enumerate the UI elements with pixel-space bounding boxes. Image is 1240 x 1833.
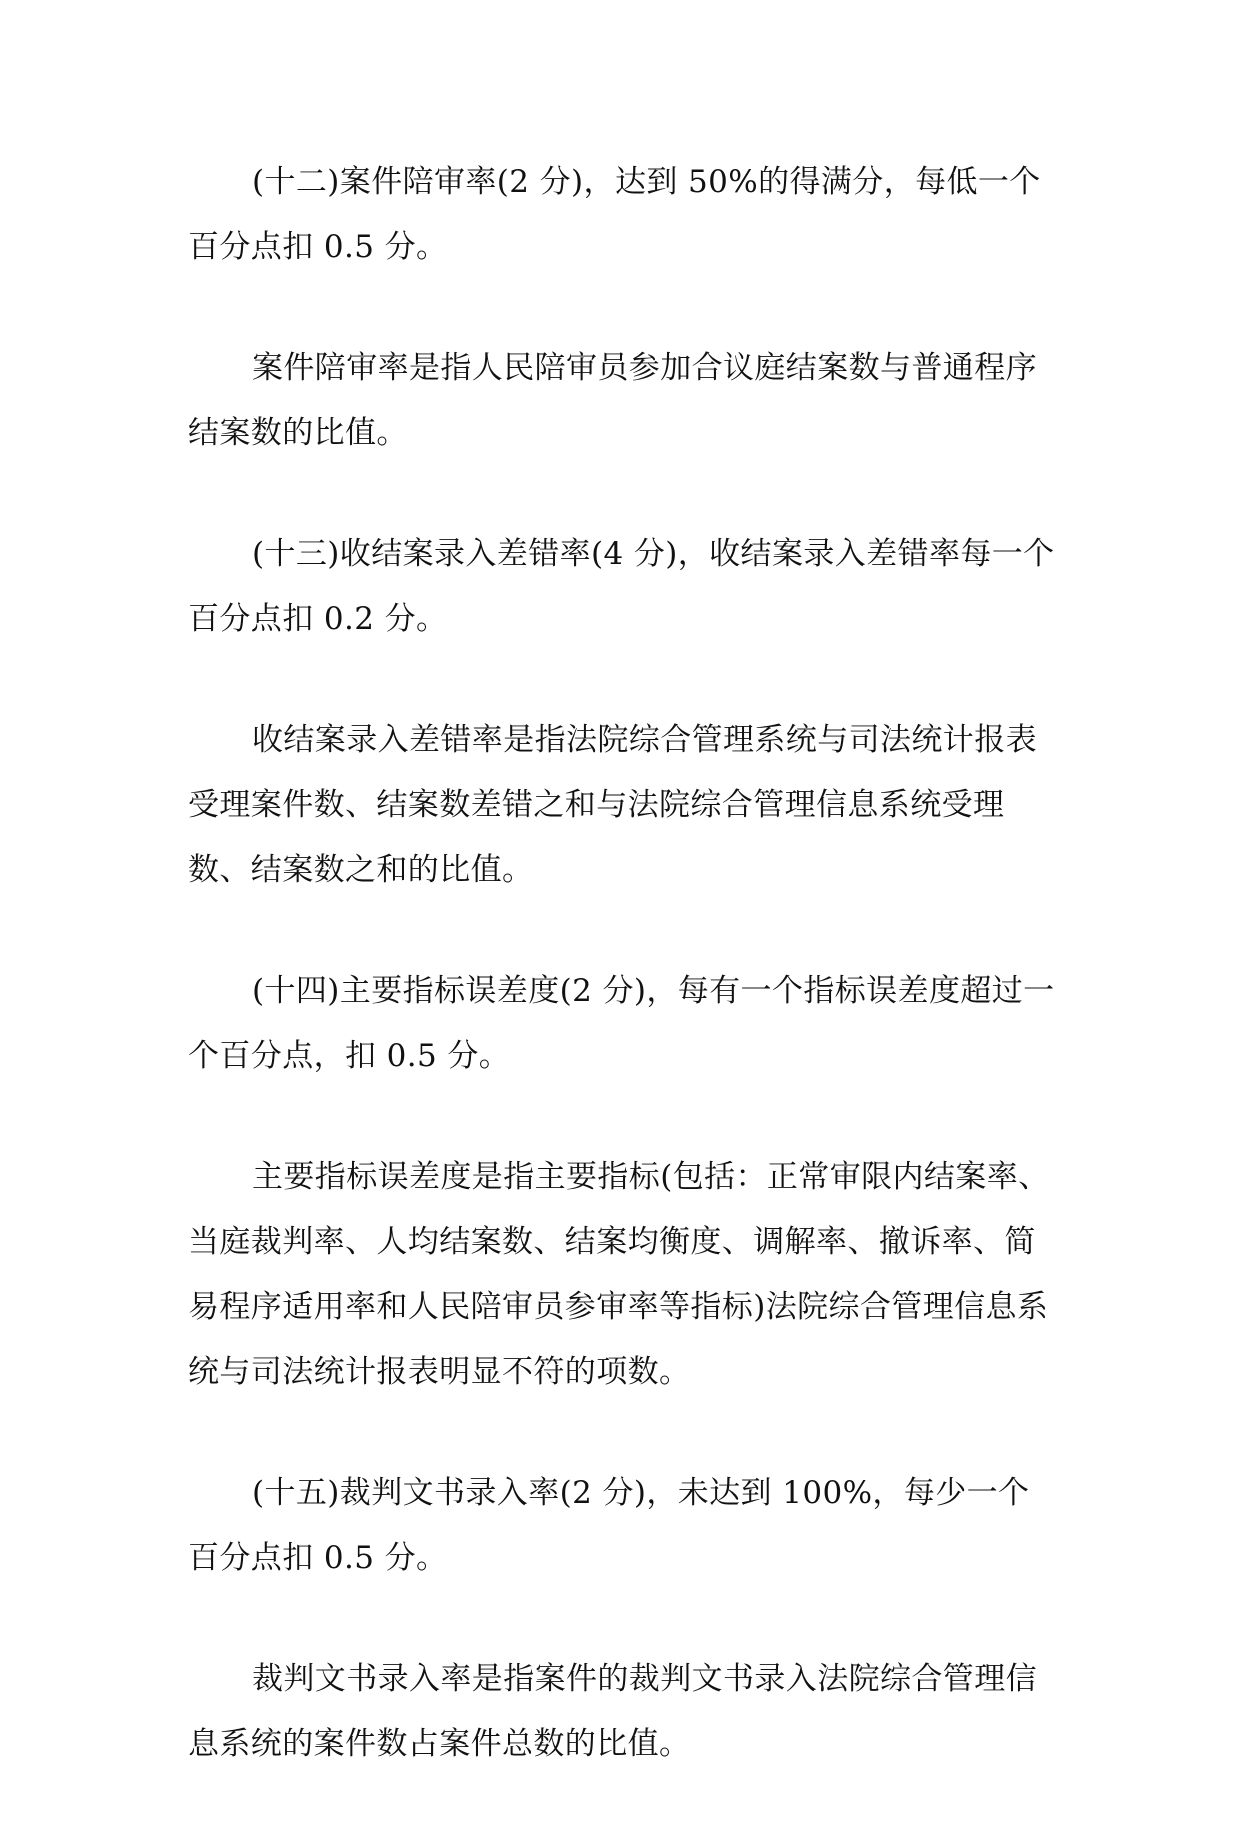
document-body (188, 150, 1060, 1833)
paragraph-definition-indicator-error: 主要指标误差度是指主要指标(包括：正常审限内结案率、当庭裁判率、人均结案数、结案均衡度、调解率、撤诉率、简易程序适用率和人民陪审员参审率等指标)法院综合管理信息系统与司法统计报表明显不符的项数。 (188, 1159, 1050, 1390)
paragraph-definition-judgment-entry-rate: 裁判文书录入率是指案件的裁判文书录入法院综合管理信息系统的案件数占案件总数的比值。 (188, 1661, 1037, 1762)
paragraph-item-12: (十二)案件陪审率(2 分)，达到 50%的得满分，每低一个百分点扣 0.5 分。 (188, 164, 1041, 265)
paragraph-item-15: (十五)裁判文书录入率(2 分)，未达到 100%，每少一个百分点扣 0.5 分。 (188, 1475, 1030, 1576)
paragraph-item-13: (十三)收结案录入差错率(4 分)，收结案录入差错率每一个百分点扣 0.2 分。 (188, 536, 1055, 637)
paragraph-definition-entry-error-rate: 收结案录入差错率是指法院综合管理系统与司法统计报表受理案件数、结案数差错之和与法院综合管理信息系统受理数、结案数之和的比值。 (188, 722, 1037, 888)
paragraph-definition-case-jury-rate: 案件陪审率是指人民陪审员参加合议庭结案数与普通程序结案数的比值。 (188, 350, 1037, 451)
paragraph-item-14: (十四)主要指标误差度(2 分)，每有一个指标误差度超过一个百分点，扣 0.5 分。 (188, 973, 1055, 1074)
